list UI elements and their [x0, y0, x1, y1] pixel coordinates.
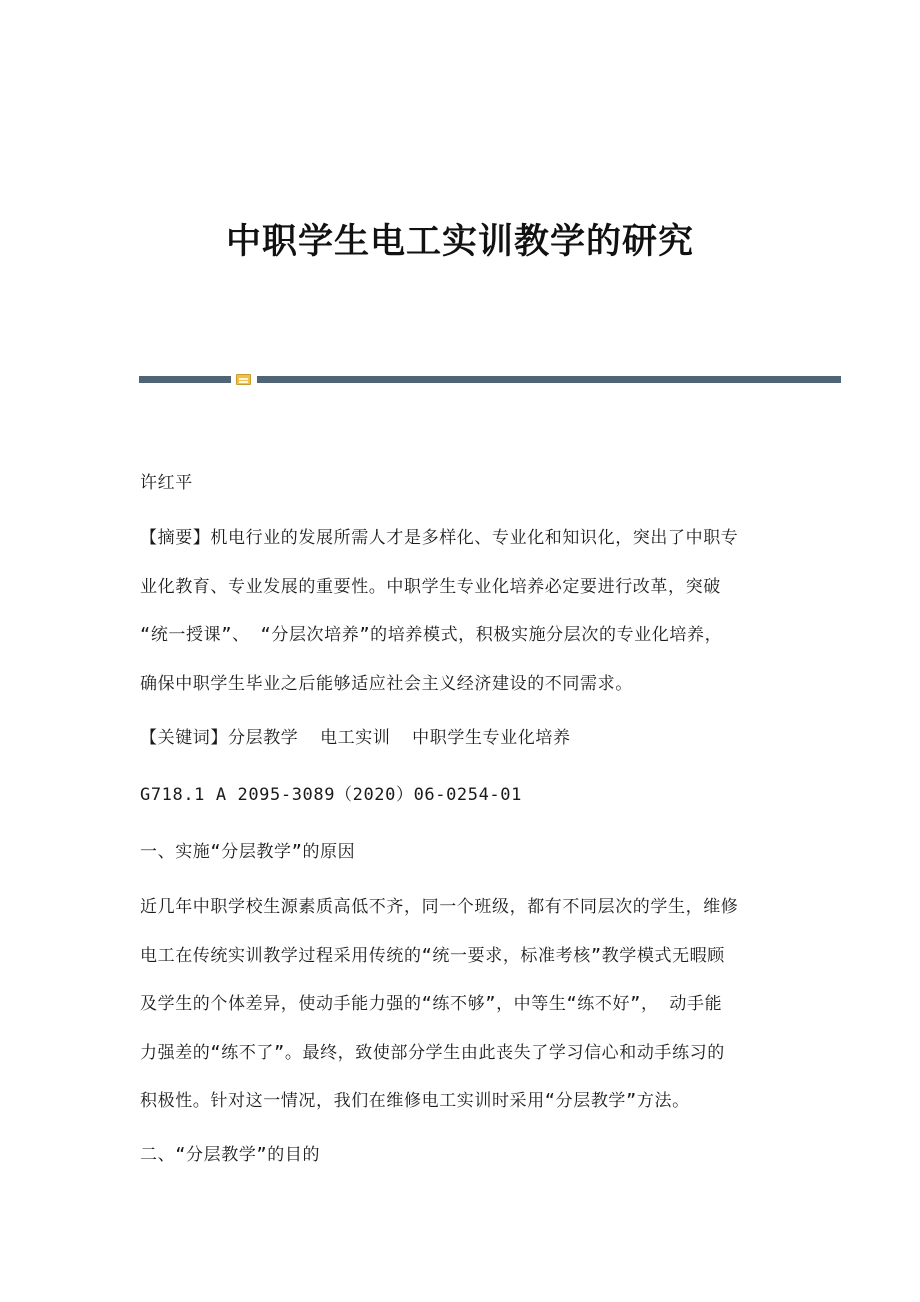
abstract: [140, 514, 800, 708]
paragraph-line: 电工在传统实训教学过程采用传统的“统一要求，标准考核”教学模式无暇顾: [140, 945, 725, 966]
paragraph-line: 近几年中职学校生源素质高低不齐，同一个班级，都有不同层次的学生，维修: [140, 897, 739, 917]
paragraph-line: 及学生的个体差异，使动手能力强的“练不够”，中等生“练不好”， 动手能: [140, 994, 723, 1015]
document-title: 中职学生电工实训教学的研究: [225, 221, 694, 262]
abstract-line: “统一授课”、 “分层次培养”的培养模式，积极实施分层次的专业化培养，: [140, 625, 723, 646]
section-heading-2: 二、“分层教学”的目的: [140, 1145, 321, 1165]
book-icon: [236, 374, 251, 385]
divider-bar-right: [257, 376, 841, 383]
keywords: 【关键词】分层教学 电工实训 中职学生专业化培养: [140, 728, 571, 748]
abstract-line: 确保中职学生毕业之后能够适应社会主义经济建设的不同需求。: [140, 673, 633, 694]
divider-bar-left: [139, 376, 231, 383]
title-divider: [139, 374, 841, 385]
section-1-body: [140, 883, 800, 1126]
abstract-line: 业化教育、专业发展的重要性。中职学生专业化培养必定要进行改革，突破: [140, 576, 721, 597]
paragraph-line: 积极性。针对这一情况，我们在维修电工实训时采用“分层教学”方法。: [140, 1091, 690, 1112]
author-name: 许红平: [140, 473, 193, 493]
classification-code: G718.1 A 2095-3089（2020）06-0254-01: [140, 785, 522, 805]
section-heading-1: 一、实施“分层教学”的原因: [140, 842, 356, 862]
paragraph-line: 力强差的“练不了”。最终，致使部分学生由此丧失了学习信心和动手练习的: [140, 1042, 725, 1063]
abstract-line: 【摘要】机电行业的发展所需人才是多样化、专业化和知识化，突出了中职专: [140, 528, 739, 548]
